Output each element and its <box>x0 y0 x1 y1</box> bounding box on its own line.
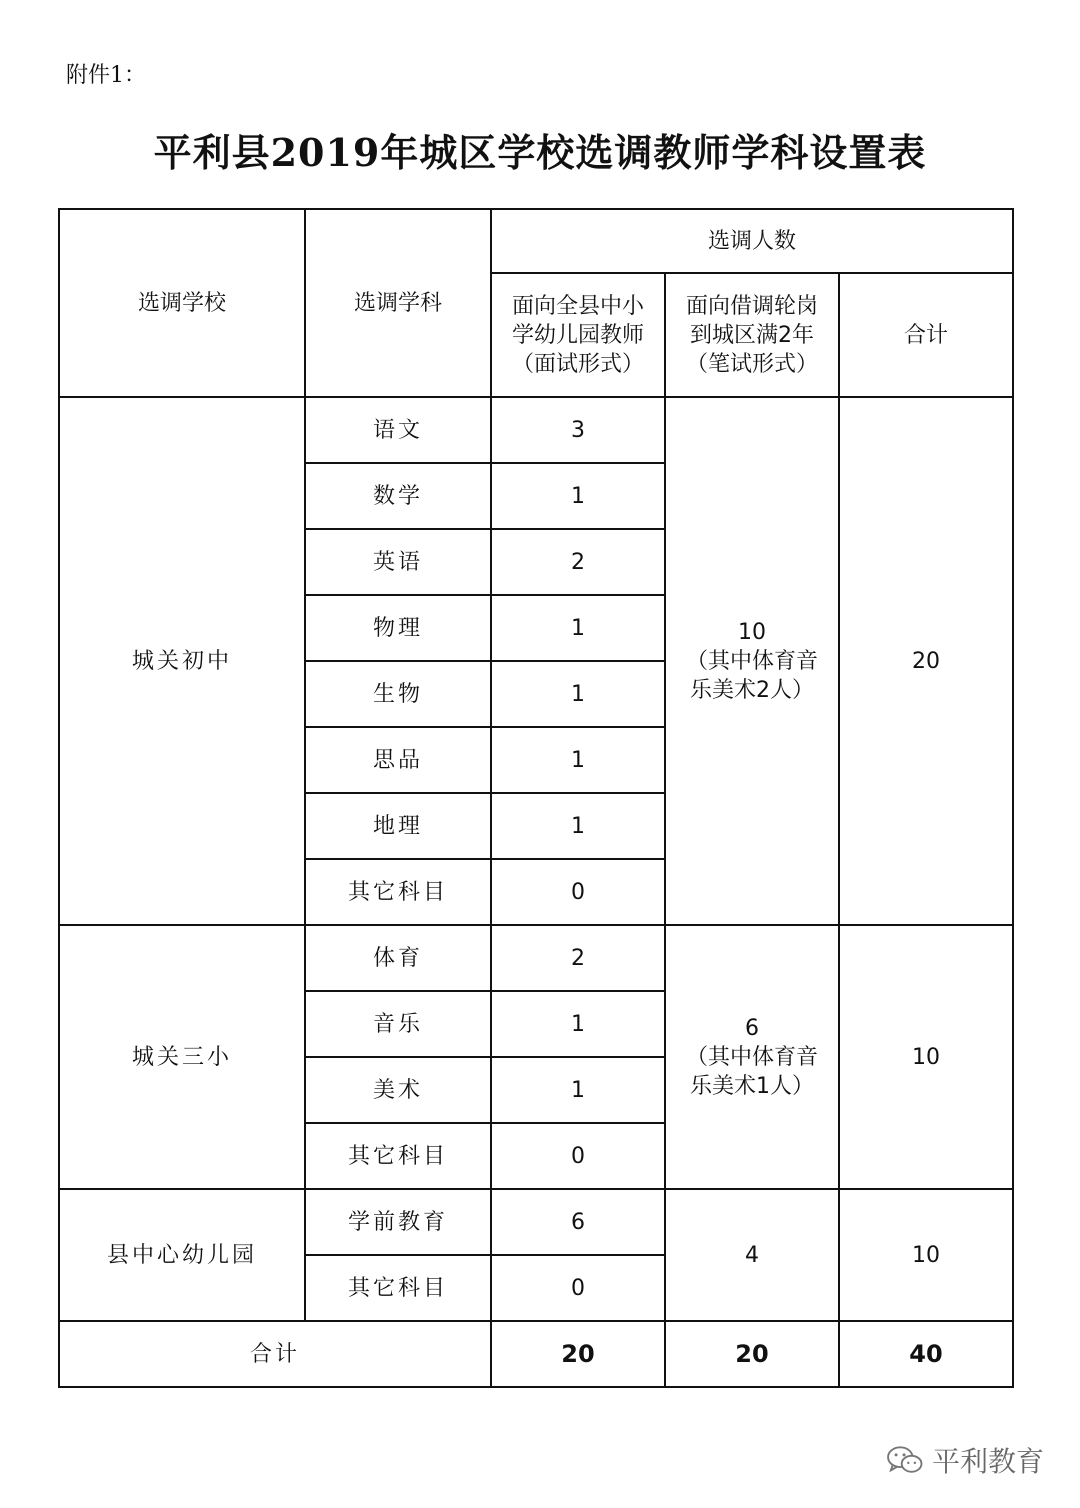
header-col-b-line2: 到城区满2年 <box>690 322 814 348</box>
header-col-b-line3: （笔试形式） <box>685 351 818 377</box>
footer-label: 合计 <box>59 1321 491 1387</box>
subject-cell: 英语 <box>305 529 491 595</box>
count-a-cell: 1 <box>491 793 665 859</box>
subject-cell: 数学 <box>305 463 491 529</box>
count-a-cell: 0 <box>491 859 665 925</box>
subject-cell: 其它科目 <box>305 859 491 925</box>
header-col-b <box>665 273 839 397</box>
header-col-a-line2: 学幼儿园教师 <box>511 322 644 348</box>
subject-cell: 音乐 <box>305 991 491 1057</box>
count-b-cell <box>665 925 839 1189</box>
count-a-cell: 1 <box>491 661 665 727</box>
watermark <box>886 1440 1044 1480</box>
table-row <box>59 1189 1013 1255</box>
count-a-cell: 3 <box>491 397 665 463</box>
count-b-note-line2: 乐美术1人） <box>690 1073 814 1099</box>
count-a-cell: 1 <box>491 595 665 661</box>
total-row <box>59 1321 1013 1387</box>
header-total: 合计 <box>839 273 1013 397</box>
subject-cell: 学前教育 <box>305 1189 491 1255</box>
watermark-text: 平利教育 <box>931 1445 1044 1478</box>
count-a-cell: 2 <box>491 925 665 991</box>
subject-cell: 其它科目 <box>305 1255 491 1321</box>
subject-cell: 物理 <box>305 595 491 661</box>
count-a-cell: 1 <box>491 727 665 793</box>
count-b-note-line2: 乐美术2人） <box>690 677 814 703</box>
footer-a: 20 <box>491 1321 665 1387</box>
header-col-a-line3: （面试形式） <box>511 351 644 377</box>
header-col-a-line1: 面向全县中小 <box>511 293 644 319</box>
subject-cell: 生物 <box>305 661 491 727</box>
attachment-label: 附件1： <box>66 63 146 88</box>
group-total-cell: 10 <box>839 925 1013 1189</box>
teacher-allocation-table <box>58 208 1014 1388</box>
footer-b: 20 <box>665 1321 839 1387</box>
school-cell: 城关三小 <box>59 925 305 1189</box>
group-total-cell: 10 <box>839 1189 1013 1321</box>
table-row <box>59 925 1013 991</box>
count-b-note-line1: （其中体育音 <box>685 1044 818 1070</box>
header-col-b-line1: 面向借调轮岗 <box>685 293 818 319</box>
school-cell: 城关初中 <box>59 397 305 925</box>
header-subject: 选调学科 <box>305 209 491 397</box>
subject-cell: 思品 <box>305 727 491 793</box>
count-b-value: 10 <box>738 619 766 645</box>
count-a-cell: 1 <box>491 1057 665 1123</box>
subject-cell: 体育 <box>305 925 491 991</box>
count-a-cell: 0 <box>491 1123 665 1189</box>
count-b-cell: 4 <box>665 1189 839 1321</box>
subject-cell: 语文 <box>305 397 491 463</box>
subject-cell: 地理 <box>305 793 491 859</box>
school-cell: 县中心幼儿园 <box>59 1189 305 1321</box>
count-a-cell: 2 <box>491 529 665 595</box>
subject-cell: 其它科目 <box>305 1123 491 1189</box>
header-count-group: 选调人数 <box>491 209 1013 273</box>
count-b-cell <box>665 397 839 925</box>
document-title: 平利县2019年城区学校选调教师学科设置表 <box>153 130 927 175</box>
table-row <box>59 397 1013 463</box>
count-a-cell: 1 <box>491 991 665 1057</box>
count-b-value: 6 <box>745 1015 759 1041</box>
count-a-cell: 0 <box>491 1255 665 1321</box>
count-b-note-line1: （其中体育音 <box>685 648 818 674</box>
header-col-a <box>491 273 665 397</box>
wechat-icon <box>886 1444 924 1476</box>
group-total-cell: 20 <box>839 397 1013 925</box>
footer-total: 40 <box>839 1321 1013 1387</box>
count-a-cell: 1 <box>491 463 665 529</box>
subject-cell: 美术 <box>305 1057 491 1123</box>
count-a-cell: 6 <box>491 1189 665 1255</box>
header-school: 选调学校 <box>59 209 305 397</box>
